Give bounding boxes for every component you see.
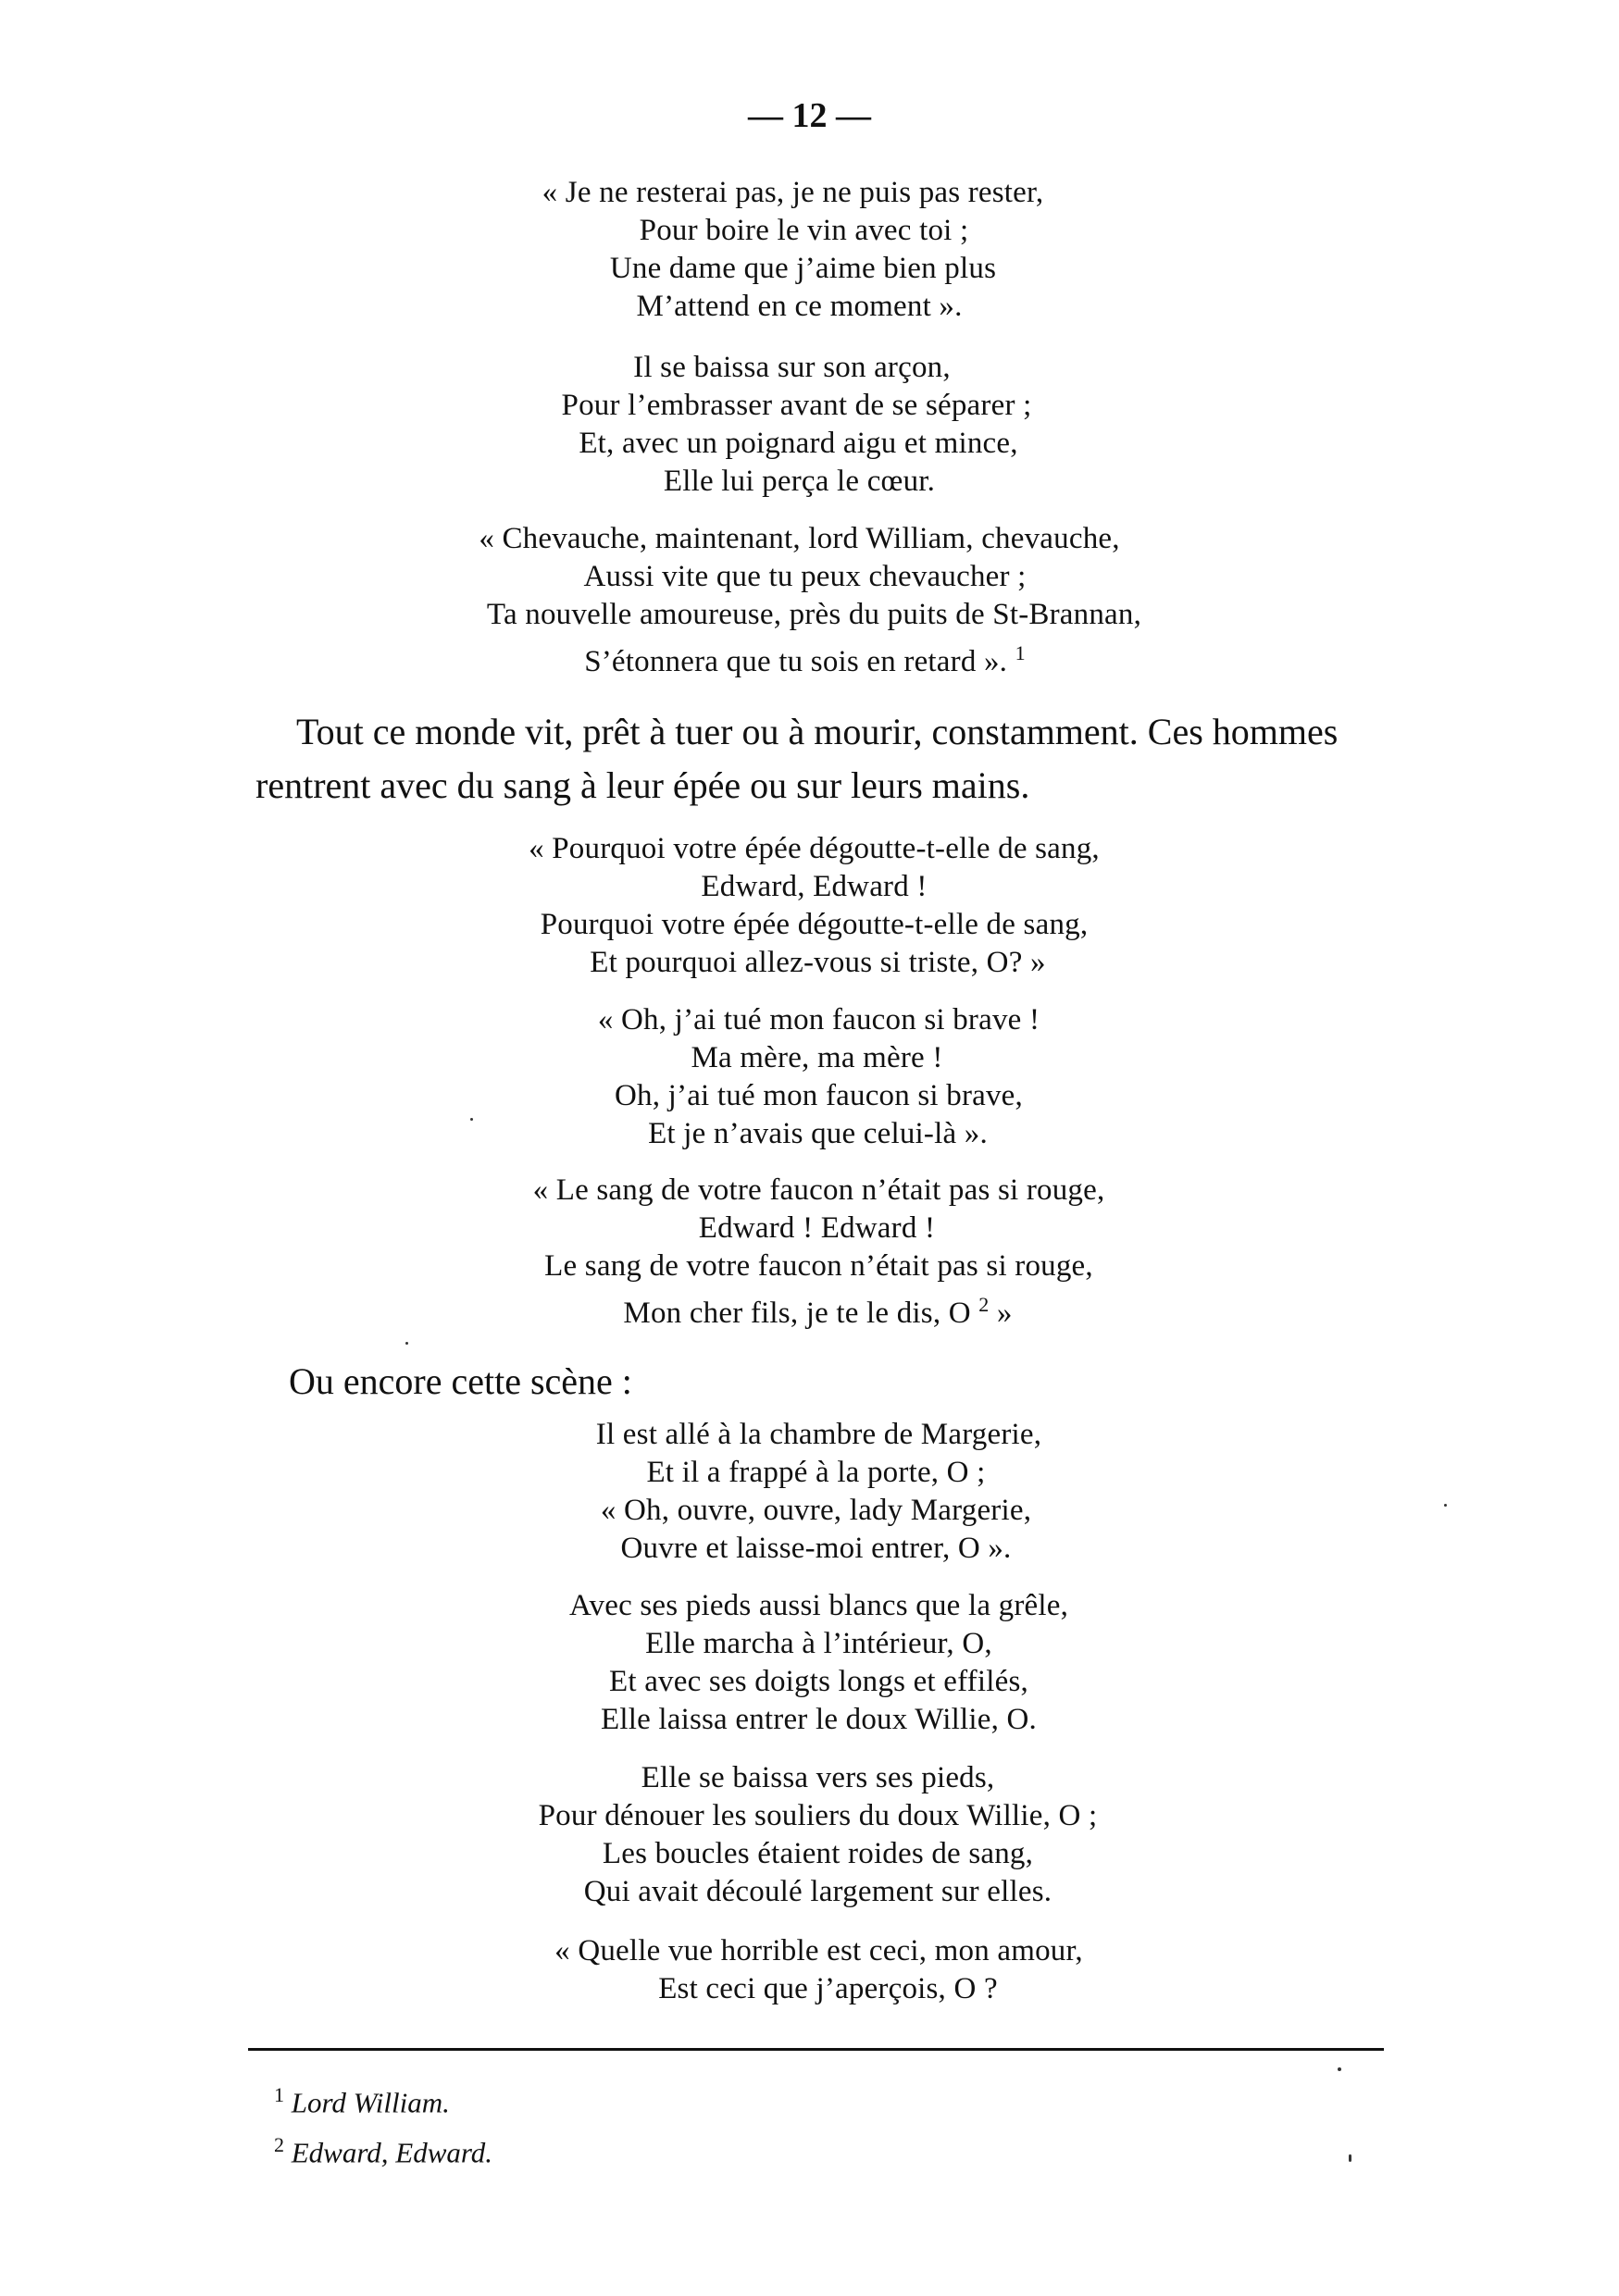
stanza-margerie-4	[0, 1932, 1619, 2008]
page-number: — 12 —	[748, 96, 871, 135]
verse-line: Elle lui perça le cœur.	[663, 465, 936, 498]
scan-speck	[1338, 2067, 1341, 2071]
verse-line: Et il a frappé à la porte, O ;	[646, 1456, 986, 1489]
footnote-text: Edward, Edward.	[291, 2136, 493, 2169]
verse-line: Pour dénouer les souliers du doux Willie, O ;	[538, 1799, 1098, 1832]
verse-line: Aussi vite que tu peux chevaucher ;	[583, 560, 1027, 593]
verse-line: Et, avec un poignard aigu et mince,	[579, 427, 1018, 460]
scan-speck	[405, 1342, 408, 1345]
stanza-dagger	[0, 349, 1619, 501]
verse-line: Il est allé à la chambre de Margerie,	[595, 1418, 1042, 1451]
stanza-edward-2	[0, 1001, 1619, 1153]
prose-line: Ou encore cette scène :	[289, 1360, 632, 1402]
footnote-rule	[248, 2048, 1384, 2051]
verse-line: « Oh, j’ai tué mon faucon si brave !	[597, 1003, 1040, 1036]
verse-line: « Le sang de votre faucon n’était pas si rouge,	[532, 1173, 1105, 1207]
verse-line: « Je ne resterai pas, je ne puis pas rester,	[542, 176, 1044, 209]
verse-line: Elle marcha à l’intérieur, O,	[645, 1627, 992, 1660]
verse-line: « Quelle vue horrible est ceci, mon amour,	[554, 1934, 1083, 1967]
prose-line: rentrent avec du sang à leur épée ou sur leurs mains.	[255, 764, 1030, 806]
footnote	[274, 2124, 492, 2174]
verse-line: Pour l’embrasser avant de se séparer ;	[561, 389, 1032, 422]
footnote-ref: 1	[1015, 641, 1026, 664]
verse-line: Une dame que j’aime bien plus	[609, 252, 997, 285]
verse-line: Oh, j’ai tué mon faucon si brave,	[615, 1079, 1023, 1112]
verse-line: Pour boire le vin avec toi ;	[639, 214, 969, 247]
verse-line: Et avec ses doigts longs et effilés,	[609, 1665, 1028, 1698]
footnote-number: 2	[274, 2133, 284, 2157]
verse-line: Et je n’avais que celui-là ».	[648, 1117, 988, 1150]
verse-line: Ta nouvelle amoureuse, près du puits de St-Brannan,	[486, 598, 1142, 631]
verse-line: Les boucles étaient roides de sang,	[602, 1837, 1034, 1870]
stanza-margerie-2	[0, 1587, 1619, 1739]
footnote-ref: 2	[978, 1293, 990, 1316]
footnote	[274, 2074, 492, 2124]
verse-line: Avec ses pieds aussi blancs que la grêle,	[568, 1589, 1069, 1622]
verse-line: Qui avait découlé largement sur elles.	[583, 1875, 1052, 1908]
stanza-edward-1	[0, 830, 1619, 982]
verse-text: S’étonnera que tu sois en retard ».	[584, 645, 1008, 678]
verse-line: Edward, Edward !	[701, 870, 928, 903]
verse-line: « Chevauche, maintenant, lord William, chevauche,	[479, 522, 1120, 555]
verse-line: Il se baissa sur son arçon,	[633, 351, 951, 384]
verse-line	[17, 1285, 1619, 1333]
verse-line: « Pourquoi votre épée dégoutte-t-elle de sang,	[529, 832, 1100, 865]
verse-line: Ouvre et laisse-moi entrer, O ».	[620, 1532, 1012, 1565]
footnote-text: Lord William.	[291, 2086, 450, 2119]
verse-line: Ma mère, ma mère !	[691, 1041, 943, 1074]
verse-line: M’attend en ce moment ».	[636, 290, 963, 323]
verse-line: Est ceci que j’aperçois, O ?	[658, 1972, 998, 2005]
prose-line: Tout ce monde vit, prêt à tuer ou à mourir, constamment. Ces hommes	[296, 711, 1339, 752]
verse-line: Edward ! Edward !	[698, 1211, 936, 1245]
verse-line: Et pourquoi allez-vous si triste, O? »	[590, 946, 1046, 979]
verse-line: Elle laissa entrer le doux Willie, O.	[601, 1703, 1037, 1736]
verse-line: « Oh, ouvre, ouvre, lady Margerie,	[600, 1494, 1032, 1527]
scan-speck	[470, 1118, 473, 1121]
scan-speck	[1349, 2154, 1351, 2162]
verse-line	[0, 634, 1619, 681]
closing-quote: »	[996, 1297, 1013, 1330]
footnote-number: 1	[274, 2083, 284, 2106]
verse-line: Le sang de votre faucon n’était pas si rouge,	[544, 1249, 1093, 1283]
verse-line: Pourquoi votre épée dégoutte-t-elle de sang,	[540, 908, 1089, 941]
footnotes	[274, 2074, 492, 2175]
stanza-ride	[0, 520, 1619, 681]
stanza-margerie-1	[0, 1416, 1619, 1568]
verse-text: Mon cher fils, je te le dis, O	[623, 1297, 971, 1330]
stanza-refusal	[0, 174, 1619, 326]
stanza-edward-3	[0, 1172, 1619, 1333]
stanza-margerie-3	[0, 1759, 1619, 1911]
scan-speck	[1444, 1504, 1447, 1507]
verse-line: Elle se baissa vers ses pieds,	[641, 1761, 995, 1794]
